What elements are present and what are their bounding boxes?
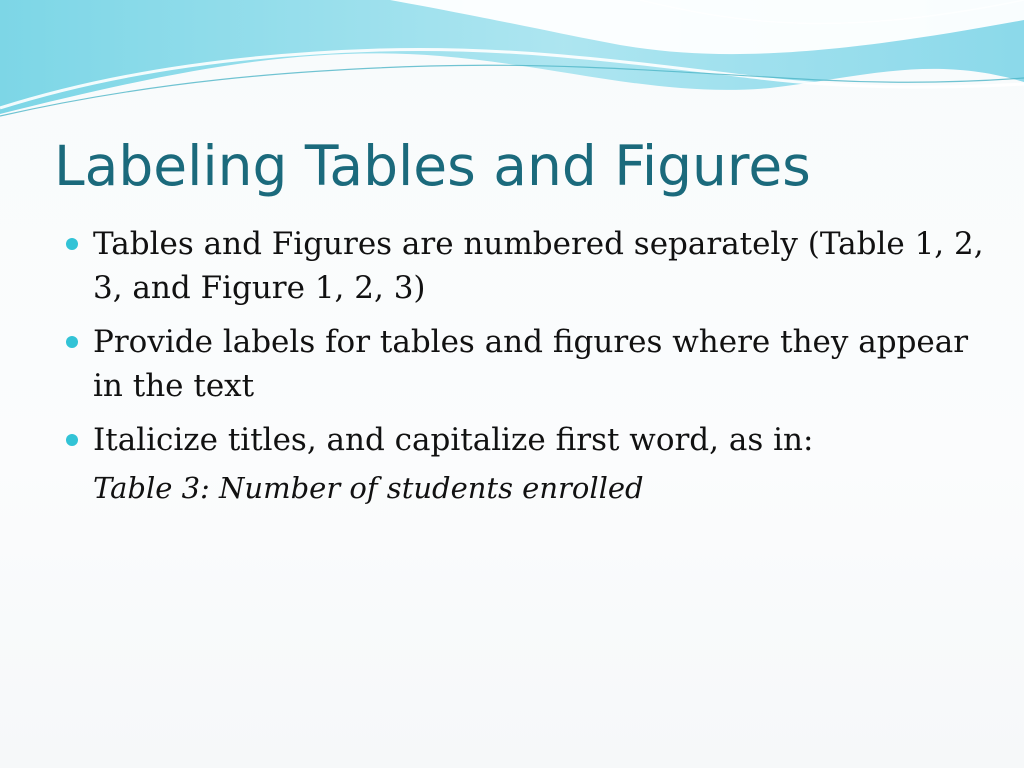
bullet-text: Tables and Figures are numbered separately (Table 1, 2, 3, and Figure 1, 2, 3) [93, 226, 984, 306]
bullet-item [93, 320, 993, 408]
bullet-item [93, 418, 993, 510]
bullet-dot-icon [66, 434, 78, 446]
example-caption: Table 3: Number of students enrolled [93, 471, 644, 505]
bullet-dot-icon [66, 238, 78, 250]
bullet-item [93, 222, 993, 310]
bullet-text: Provide labels for tables and figures where they appear in the text [93, 324, 969, 404]
bullet-dot-icon [66, 336, 78, 348]
bullet-list [93, 222, 993, 520]
slide-title: Labeling Tables and Figures [54, 134, 811, 198]
bullet-text: Italicize titles, and capitalize first word, as in: [93, 422, 814, 458]
decorative-wave [0, 0, 1024, 130]
